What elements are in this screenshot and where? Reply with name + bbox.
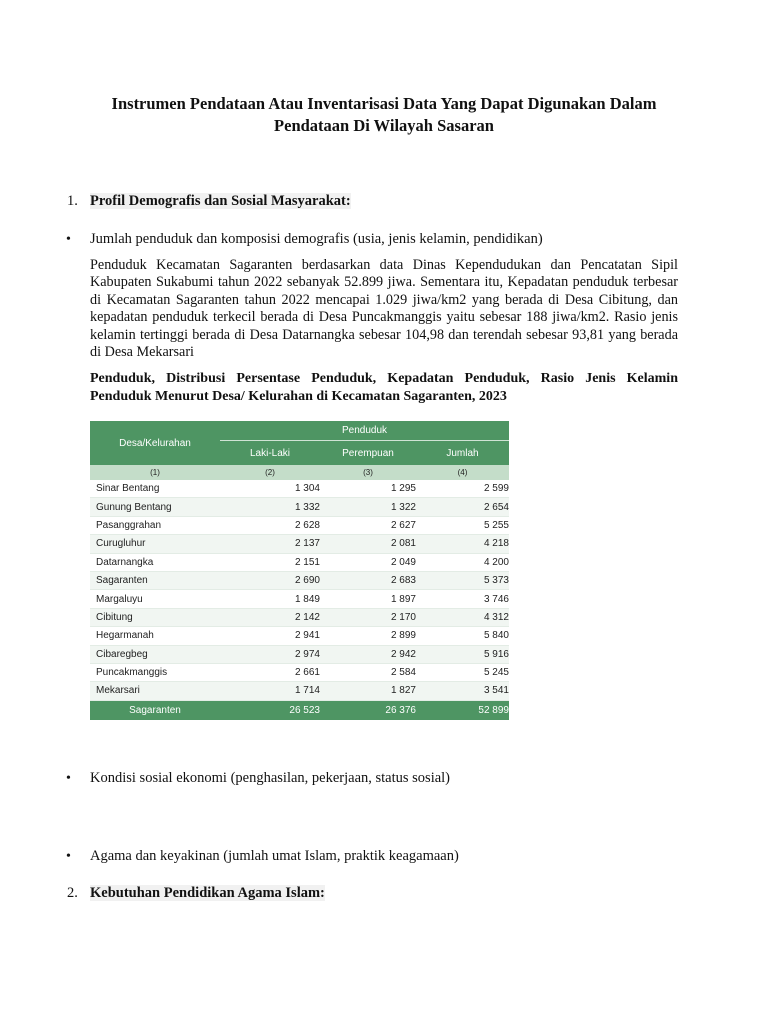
bullet-item-sosial-ekonomi [66,769,450,788]
total-label: Sagaranten [129,704,181,716]
cell-jumlah: 5 916 [483,648,509,660]
table-row [90,480,509,498]
cell-perempuan: 2 584 [390,667,416,679]
cell-laki-laki: 2 628 [294,519,320,531]
bullet-item-demografi [66,230,543,249]
cell-desa: Cibitung [96,611,133,623]
cell-laki-laki: 2 661 [294,667,320,679]
section-2-number: 2. [67,885,78,901]
cell-desa: Puncakmanggis [96,667,168,679]
cell-desa: Cibaregbeg [96,648,148,660]
col-number: (1) [150,468,160,477]
header-perempuan: Perempuan [342,447,394,459]
cell-perempuan: 2 627 [390,519,416,531]
section-2-title: Kebutuhan Pendidikan Agama Islam: [90,885,325,901]
page-title [70,93,698,137]
bullet-text: Agama dan keyakinan (jumlah umat Islam, praktik keagamaan) [90,848,459,864]
table-header [90,421,509,465]
col-number: (4) [457,468,468,477]
table-row [90,498,509,516]
cell-jumlah: 5 245 [483,667,509,679]
cell-laki-laki: 2 151 [294,556,320,568]
cell-perempuan: 2 942 [390,648,416,660]
table-row [90,664,509,682]
section-1-heading [67,192,351,210]
table-row [90,554,509,572]
cell-perempuan: 2 899 [390,630,416,642]
cell-perempuan: 2 170 [390,611,416,623]
section-1-number: 1. [67,193,78,209]
cell-perempuan: 1 897 [390,593,416,605]
table-row [90,517,509,535]
header-laki-laki: Laki-Laki [249,447,291,459]
bullet-dot-icon: • [66,771,71,786]
cell-laki-laki: 1 849 [294,593,320,605]
cell-perempuan: 1 827 [390,685,416,697]
table-row [90,627,509,645]
cell-perempuan: 2 683 [390,575,416,587]
table-row [90,682,509,700]
cell-laki-laki: 1 304 [294,483,320,495]
cell-desa: Margaluyu [96,593,143,605]
cell-laki-laki: 2 142 [294,611,320,623]
cell-jumlah: 3 541 [483,685,509,697]
cell-perempuan: 1 295 [390,483,416,495]
header-desa: Desa/Kelurahan [119,437,191,449]
total-laki: 26 523 [289,704,320,716]
total-jumlah: 52 899 [478,704,509,716]
cell-laki-laki: 2 941 [294,630,320,642]
table-row [90,646,509,664]
bullet-dot-icon: • [66,849,71,864]
cell-desa: Hegarmanah [96,630,154,642]
section-1-title: Profil Demografis dan Sosial Masyarakat: [90,193,351,209]
cell-desa: Curugluhur [96,538,146,550]
header-penduduk: Penduduk [220,421,509,441]
cell-jumlah: 3 746 [483,593,509,605]
cell-desa: Sinar Bentang [96,483,160,495]
table-row [90,535,509,553]
cell-desa: Datarnangka [96,556,154,568]
total-perempuan: 26 376 [385,704,416,716]
title-line-1: Instrumen Pendataan Atau Inventarisasi Data Yang Dapat Digunakan Dalam [111,94,657,113]
cell-laki-laki: 2 690 [294,575,320,587]
cell-jumlah: 5 840 [483,630,509,642]
cell-jumlah: 2 599 [483,483,509,495]
population-table [90,421,509,720]
bullet-item-agama [66,847,459,866]
section-2-heading [67,884,325,902]
cell-jumlah: 2 654 [483,501,509,513]
col-number: (2) [265,468,275,477]
col-number: (3) [363,468,373,477]
cell-desa: Mekarsari [96,685,140,697]
table-row [90,609,509,627]
cell-desa: Sagaranten [96,575,148,587]
demography-paragraph: Penduduk Kecamatan Sagaranten berdasarkan data Dinas Kependudukan dan Pencatatan Sipil Kabupaten Sukabumi tahun 2022 sebanyak 52.899 jiwa. Sementara itu, Kepadatan penduduk terbesar di Kecamatan Sagaranten tahun 2022 mencapai 1.029 jiwa/km2 yang berada di Desa Cibitung, dan kepadatan penduduk terkecil berada di Desa Puncakmanggis yaitu sebesar 188 jiwa/km2. Rasio jenis kelamin tertinggi berada di Desa Datarnangka sebesar 104,98 dan terendah sebesar 93,81 yang berada di Desa Mekarsari [90,257,678,361]
cell-laki-laki: 2 137 [294,538,320,550]
table-total-row [90,701,509,720]
title-line-2: Pendataan Di Wilayah Sasaran [274,116,494,135]
cell-perempuan: 2 049 [390,556,416,568]
table-caption: Penduduk, Distribusi Persentase Penduduk, Kepadatan Penduduk, Rasio Jenis Kelamin Penduduk Menurut Desa/ Kelurahan di Kecamatan Sagaranten, 2023 [90,371,678,404]
bullet-text: Kondisi sosial ekonomi (penghasilan, pekerjaan, status sosial) [90,770,451,786]
table-row [90,572,509,590]
cell-jumlah: 4 312 [483,611,509,623]
cell-jumlah: 5 255 [483,519,509,531]
cell-jumlah: 4 218 [483,538,509,550]
table-row [90,590,509,608]
column-number-row [90,465,509,480]
header-jumlah: Jumlah [446,447,479,459]
bullet-dot-icon: • [66,232,71,247]
bullet-text: Jumlah penduduk dan komposisi demografis (usia, jenis kelamin, pendidikan) [90,231,543,247]
table-body [90,480,509,701]
cell-jumlah: 5 373 [483,575,509,587]
cell-jumlah: 4 200 [483,556,509,568]
cell-laki-laki: 1 332 [294,501,320,513]
cell-perempuan: 1 322 [390,501,416,513]
cell-desa: Gunung Bentang [96,501,172,513]
cell-laki-laki: 2 974 [294,648,320,660]
cell-perempuan: 2 081 [390,538,416,550]
cell-desa: Pasanggrahan [96,519,162,531]
cell-laki-laki: 1 714 [294,685,320,697]
